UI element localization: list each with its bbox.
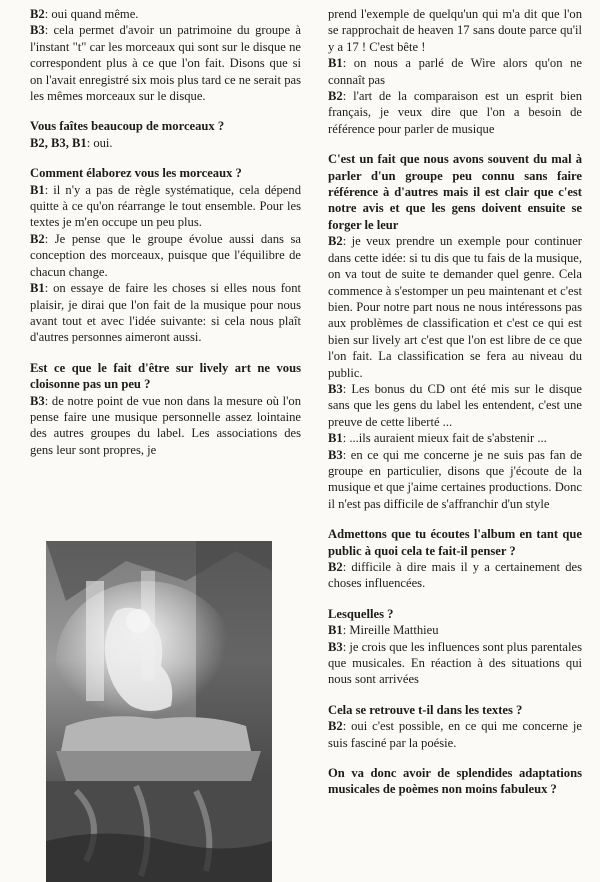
intro-block [30,6,301,104]
question: Lesquelles ? [328,606,394,621]
answer: B2: oui quand même. [30,7,139,21]
question: Est ce que le fait d'être sur lively art ne vous cloisonne pas un peu ? [30,360,301,392]
qa-block [328,765,582,798]
answer: B1: ...ils auraient mieux fait de s'abstenir ... [328,431,547,446]
question: Comment élaborez vous les morceaux ? [30,166,242,181]
question: Cela se retrouve t-il dans les textes ? [328,702,523,717]
answer: B3: je crois que les influences sont plus parentales que musicales. En réaction à des situations qui nous sont arrivées [328,639,582,687]
answer: B1: il n'y a pas de règle systématique, cela dépend quitte à ce qu'on réarrange le tout ensemble. Pour les textes je m'en occupe un peu plus. [30,182,301,230]
qa-block [30,118,301,151]
left-column [30,6,301,472]
question: C'est un fait que nous avons souvent du mal à parler d'un groupe peu connu sans faire référence à d'autres mais il est clair que c'est notre avis et que les gens doivent ensuite se forger le leur [328,152,582,232]
continuation-block [328,6,582,137]
question: On va donc avoir de splendides adaptations musicales de poèmes non moins fabuleux ? [328,766,582,797]
qa-block [328,702,582,751]
question: Admettons que tu écoutes l'album en tant que public à quoi cela te fait-il penser ? [328,527,582,558]
answer: B3: Les bonus du CD ont été mis sur le disque sans que les gens du label les entendent, c'est une preuve de cette liberté ... [328,381,582,429]
answer: B3: de notre point de vue non dans la mesure où l'on pense faire une musique personnelle assez lointaine des autres groupes du label. Les associations des gens leur sont propres, je [30,393,301,457]
answer: B3: en ce qui me concerne je ne suis pas fan de groupe en particulier, disons que j'écoute de la musique et que j'aime certaines productions. Donc il n'est pas difficile de s'affranchir d'un style [328,447,582,511]
answer: B1: Mireille Matthieu [328,623,439,638]
photo-graphic [46,541,272,882]
answer: B2: je veux prendre un exemple pour continuer dans cette idée: si tu dis que tu fais de la musique, on va tout de suite te demander quel genre. Cela commence à s'estomper un peu maintenant et c'est bien. Pour notre part nous ne nous intéressons pas aux problèmes de classification et c'est ce qui est bien sur lively art c'est que l'on est libre de ce que l'on fait. La classification se fera au niveau du public. [328,234,582,380]
question: Vous faîtes beaucoup de morceaux ? [30,119,225,134]
qa-block [30,165,301,345]
answer: B2: difficile à dire mais il y a certainement des choses influencées. [328,560,582,591]
answer: B2: l'art de la comparaison est un esprit bien français, je veux dire que l'on a besoin de référence pour parler de musique [328,89,582,136]
answer: B1: on nous a parlé de Wire alors qu'on ne connaît pas [328,56,582,87]
answer: B2: Je pense que le groupe évolue aussi dans sa conception des morceaux, puisque que l'équilibre de chacun change. [30,231,301,279]
statue-fountain-photo [46,541,272,882]
qa-block [328,151,582,512]
answer: B1: on essaye de faire les choses si elles nous font plaisir, je dirai que l'on fait de la musique pour nous avant tout et avec l'idée suivante: si cela nous plaît d'autres personnes aimeront aussi. [30,281,301,345]
answer: prend l'exemple de quelqu'un qui m'a dit que l'on se rapprochait de heaven 17 sans doute parce qu'il y a 17 ! C'est bête ! [328,7,582,54]
answer: B3: cela permet d'avoir un patrimoine du groupe à l'instant "t" car les morceaux qui sont sur le disque ne correspondent plus à ce que l'on fait. Disons que si on l'avait enregistré six mois plus tard ce ne serait pas les mêmes morceaux sur le disque. [30,23,301,104]
right-column [328,6,582,812]
answer: B2: oui c'est possible, en ce qui me concerne je suis fasciné par la poésie. [328,719,582,750]
qa-block [328,526,582,592]
qa-block [30,360,301,458]
answer: B2, B3, B1: oui. [30,135,113,150]
qa-block [328,606,582,688]
